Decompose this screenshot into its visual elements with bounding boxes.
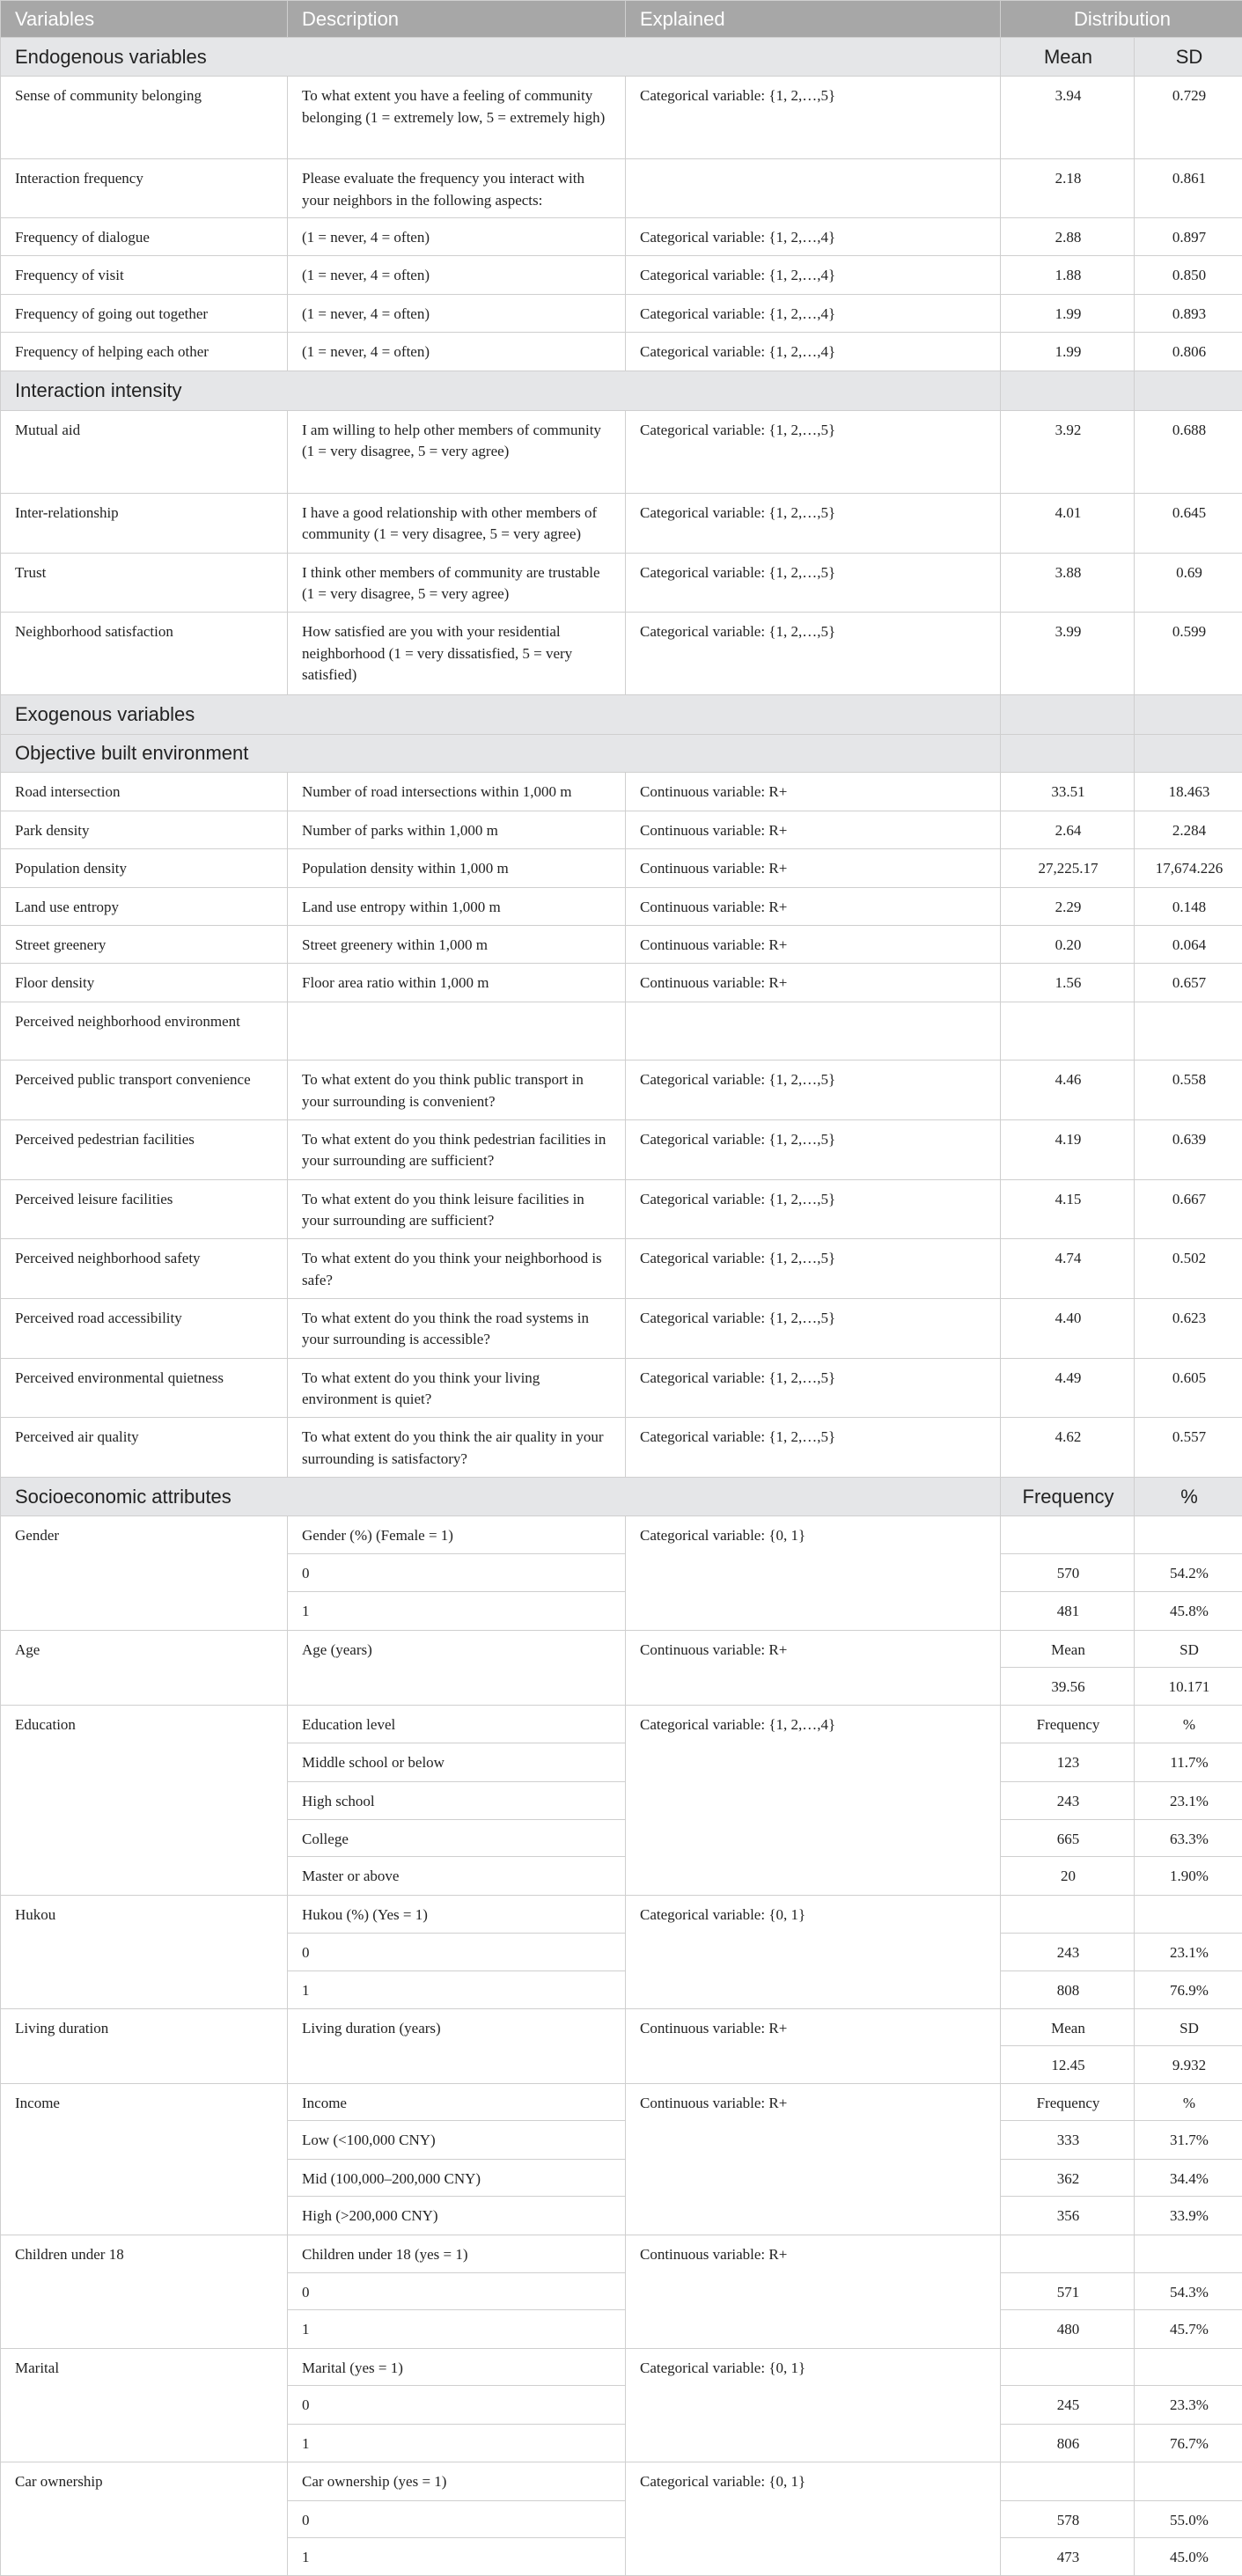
variable-description: To what extent do you think the road systems in your surrounding is accessible? <box>288 1299 626 1359</box>
variable-name: Neighborhood satisfaction <box>1 613 288 695</box>
variable-name: Street greenery <box>1 925 288 963</box>
sd-value <box>1135 1002 1242 1060</box>
variable-row <box>1 849 1242 887</box>
header-description: Description <box>288 1 626 38</box>
frequency-value: 243 <box>1001 1781 1135 1819</box>
variable-description: 0 <box>288 2500 626 2537</box>
socio-row <box>1 2235 1242 2272</box>
variable-description: Gender (%) (Female = 1) <box>288 1516 626 1553</box>
variable-description: I think other members of community are trustable (1 = very disagree, 5 = very agree) <box>288 553 626 613</box>
mean-value: 1.56 <box>1001 964 1135 1002</box>
variable-description: (1 = never, 4 = often) <box>288 218 626 256</box>
variable-description: Hukou (%) (Yes = 1) <box>288 1895 626 1933</box>
variable-description: To what extent do you think leisure facilities in your surrounding are sufficient? <box>288 1179 626 1239</box>
section-row <box>1 734 1242 772</box>
variable-row <box>1 613 1242 695</box>
variable-explained: Categorical variable: {1, 2,…,5} <box>626 1418 1001 1478</box>
sd-value: 0.064 <box>1135 925 1242 963</box>
section-row <box>1 371 1242 410</box>
variable-explained: Continuous variable: R+ <box>626 849 1001 887</box>
percent-value: 54.3% <box>1135 2273 1242 2310</box>
variable-description: To what extent do you think pedestrian facilities in your surrounding are sufficient? <box>288 1120 626 1180</box>
variable-explained: Continuous variable: R+ <box>626 811 1001 848</box>
section-label: Endogenous variables <box>1 38 1001 77</box>
sd-value: 0.502 <box>1135 1239 1242 1299</box>
variable-explained: Categorical variable: {0, 1} <box>626 2462 1001 2576</box>
variable-explained: Categorical variable: {1, 2,…,5} <box>626 613 1001 695</box>
percent-value: % <box>1135 2083 1242 2120</box>
section-label: Interaction intensity <box>1 371 1001 410</box>
variable-row <box>1 1299 1242 1359</box>
socio-row <box>1 1895 1242 1933</box>
variable-explained: Categorical variable: {1, 2,…,5} <box>626 77 1001 159</box>
section-row <box>1 38 1242 77</box>
sd-value: 0.657 <box>1135 964 1242 1002</box>
socio-row <box>1 1516 1242 1553</box>
sd-value: 0.557 <box>1135 1418 1242 1478</box>
mean-column-label: Mean <box>1001 1630 1135 1667</box>
sd-value: 0.897 <box>1135 218 1242 256</box>
section-row <box>1 695 1242 734</box>
variable-row <box>1 1002 1242 1060</box>
percent-value: 23.3% <box>1135 2386 1242 2424</box>
socio-row <box>1 2083 1242 2120</box>
variable-description: To what extent do you think the air quality in your surrounding is satisfactory? <box>288 1418 626 1478</box>
section-label: Objective built environment <box>1 734 1001 772</box>
sd-value: 0.623 <box>1135 1299 1242 1359</box>
variable-explained: Categorical variable: {1, 2,…,5} <box>626 1239 1001 1299</box>
variable-description: High (>200,000 CNY) <box>288 2197 626 2235</box>
variable-description: Population density within 1,000 m <box>288 849 626 887</box>
socio-row <box>1 2462 1242 2500</box>
sd-value: 0.558 <box>1135 1060 1242 1120</box>
frequency-value: 481 <box>1001 1592 1135 1630</box>
frequency-value: 123 <box>1001 1743 1135 1781</box>
percent-value: 33.9% <box>1135 2197 1242 2235</box>
percent-value: 31.7% <box>1135 2121 1242 2159</box>
variable-description: To what extent do you think your neighborhood is safe? <box>288 1239 626 1299</box>
variable-description: Land use entropy within 1,000 m <box>288 887 626 925</box>
variable-description: To what extent you have a feeling of community belonging (1 = extremely low, 5 = extremely high) <box>288 77 626 159</box>
percent-value: 54.2% <box>1135 1553 1242 1591</box>
sd-value: 0.605 <box>1135 1358 1242 1418</box>
variable-row <box>1 1120 1242 1180</box>
percent-value: 1.90% <box>1135 1857 1242 1895</box>
variable-description: Please evaluate the frequency you interact with your neighbors in the following aspects: <box>288 159 626 218</box>
variable-description: Car ownership (yes = 1) <box>288 2462 626 2500</box>
variable-description: To what extent do you think your living environment is quiet? <box>288 1358 626 1418</box>
variable-description: Master or above <box>288 1857 626 1895</box>
mean-value: 4.40 <box>1001 1299 1135 1359</box>
variable-description: 1 <box>288 2424 626 2462</box>
variable-name: Hukou <box>1 1895 288 2008</box>
variable-name: Car ownership <box>1 2462 288 2576</box>
percent-column-label: % <box>1135 1478 1242 1516</box>
sd-value: 0.850 <box>1135 256 1242 294</box>
variable-explained: Categorical variable: {1, 2,…,5} <box>626 411 1001 494</box>
mean-value: 3.92 <box>1001 411 1135 494</box>
variable-name: Perceived neighborhood safety <box>1 1239 288 1299</box>
percent-value <box>1135 1516 1242 1553</box>
variable-explained: Categorical variable: {1, 2,…,4} <box>626 256 1001 294</box>
header-distribution: Distribution <box>1001 1 1242 38</box>
sd-value: 0.148 <box>1135 887 1242 925</box>
percent-value: 45.7% <box>1135 2310 1242 2348</box>
frequency-value: 356 <box>1001 2197 1135 2235</box>
variable-row <box>1 1358 1242 1418</box>
variable-description: Living duration (years) <box>288 2009 626 2084</box>
mean-value <box>1001 1002 1135 1060</box>
percent-value: 45.8% <box>1135 1592 1242 1630</box>
variable-name: Frequency of visit <box>1 256 288 294</box>
variable-row <box>1 1418 1242 1478</box>
mean-value: 3.99 <box>1001 613 1135 695</box>
mean-value: 1.99 <box>1001 294 1135 332</box>
percent-value: 23.1% <box>1135 1781 1242 1819</box>
variable-description: 0 <box>288 1553 626 1591</box>
variable-explained: Continuous variable: R+ <box>626 925 1001 963</box>
mean-column-label: Mean <box>1001 2009 1135 2046</box>
percent-value <box>1135 2462 1242 2500</box>
frequency-value <box>1001 1516 1135 1553</box>
variable-name: Frequency of dialogue <box>1 218 288 256</box>
variable-explained: Categorical variable: {1, 2,…,5} <box>626 1179 1001 1239</box>
variable-row <box>1 333 1242 371</box>
variable-name: Income <box>1 2083 288 2235</box>
percent-value: 76.7% <box>1135 2424 1242 2462</box>
frequency-value: 571 <box>1001 2273 1135 2310</box>
variable-description: College <box>288 1819 626 1856</box>
variable-name: Education <box>1 1705 288 1895</box>
percent-value: 63.3% <box>1135 1819 1242 1856</box>
variable-name: Perceived air quality <box>1 1418 288 1478</box>
variable-explained: Categorical variable: {1, 2,…,4} <box>626 294 1001 332</box>
mean-value: 27,225.17 <box>1001 849 1135 887</box>
percent-column-label <box>1135 734 1242 772</box>
variable-name: Road intersection <box>1 773 288 811</box>
frequency-value: Frequency <box>1001 1705 1135 1743</box>
variable-description: (1 = never, 4 = often) <box>288 333 626 371</box>
frequency-value: 473 <box>1001 2537 1135 2575</box>
variable-name: Living duration <box>1 2009 288 2084</box>
variable-name: Gender <box>1 1516 288 1630</box>
mean-value: 0.20 <box>1001 925 1135 963</box>
variable-explained: Continuous variable: R+ <box>626 1630 1001 1705</box>
frequency-value: 20 <box>1001 1857 1135 1895</box>
variable-description: Number of parks within 1,000 m <box>288 811 626 848</box>
header-variables: Variables <box>1 1 288 38</box>
sd-value: 0.639 <box>1135 1120 1242 1180</box>
sd-value: 0.69 <box>1135 553 1242 613</box>
sd-column-label: SD <box>1135 38 1242 77</box>
variable-name: Children under 18 <box>1 2235 288 2348</box>
frequency-column-label <box>1001 734 1135 772</box>
variable-explained: Continuous variable: R+ <box>626 964 1001 1002</box>
variable-explained: Categorical variable: {0, 1} <box>626 1516 1001 1630</box>
percent-value: 76.9% <box>1135 1971 1242 2008</box>
variable-explained: Categorical variable: {1, 2,…,5} <box>626 1358 1001 1418</box>
sd-value: 0.667 <box>1135 1179 1242 1239</box>
variable-explained: Categorical variable: {1, 2,…,4} <box>626 218 1001 256</box>
mean-value: 4.01 <box>1001 494 1135 554</box>
sd-value: 0.861 <box>1135 159 1242 218</box>
mean-value: 4.19 <box>1001 1120 1135 1180</box>
variable-description: Low (<100,000 CNY) <box>288 2121 626 2159</box>
variable-explained: Categorical variable: {1, 2,…,5} <box>626 1120 1001 1180</box>
variable-name: Sense of community belonging <box>1 77 288 159</box>
variable-row <box>1 218 1242 256</box>
percent-column-label <box>1135 695 1242 734</box>
percent-column-label <box>1135 371 1242 410</box>
variable-description: Age (years) <box>288 1630 626 1705</box>
mean-value: 39.56 <box>1001 1668 1135 1705</box>
variable-name: Perceived road accessibility <box>1 1299 288 1359</box>
variable-description: How satisfied are you with your residential neighborhood (1 = very dissatisfied, 5 = very satisfied) <box>288 613 626 695</box>
mean-value: 1.99 <box>1001 333 1135 371</box>
sd-column-label: SD <box>1135 1630 1242 1667</box>
mean-value: 3.94 <box>1001 77 1135 159</box>
variable-explained: Categorical variable: {1, 2,…,5} <box>626 553 1001 613</box>
mean-value: 2.88 <box>1001 218 1135 256</box>
variable-name: Floor density <box>1 964 288 1002</box>
variable-explained: Categorical variable: {1, 2,…,5} <box>626 1299 1001 1359</box>
variable-row <box>1 773 1242 811</box>
variable-name: Perceived pedestrian facilities <box>1 1120 288 1180</box>
variable-explained: Categorical variable: {0, 1} <box>626 2348 1001 2462</box>
percent-value: 23.1% <box>1135 1934 1242 1971</box>
sd-value: 0.893 <box>1135 294 1242 332</box>
frequency-value: 665 <box>1001 1819 1135 1856</box>
frequency-value: 570 <box>1001 1553 1135 1591</box>
variable-row <box>1 1060 1242 1120</box>
variable-explained: Continuous variable: R+ <box>626 773 1001 811</box>
mean-column-label: Mean <box>1001 38 1135 77</box>
sd-value: 18.463 <box>1135 773 1242 811</box>
frequency-value: 808 <box>1001 1971 1135 2008</box>
frequency-column-label <box>1001 695 1135 734</box>
variable-row <box>1 811 1242 848</box>
variable-row <box>1 925 1242 963</box>
mean-value: 2.29 <box>1001 887 1135 925</box>
frequency-value: 245 <box>1001 2386 1135 2424</box>
variable-row <box>1 159 1242 218</box>
table-header-row <box>1 1 1242 38</box>
variable-explained: Categorical variable: {1, 2,…,4} <box>626 1705 1001 1895</box>
sd-column-label: SD <box>1135 2009 1242 2046</box>
socio-row <box>1 1630 1242 1667</box>
variable-name: Population density <box>1 849 288 887</box>
variable-name: Trust <box>1 553 288 613</box>
variable-name: Inter-relationship <box>1 494 288 554</box>
variable-description: (1 = never, 4 = often) <box>288 294 626 332</box>
mean-value: 4.49 <box>1001 1358 1135 1418</box>
percent-value: 55.0% <box>1135 2500 1242 2537</box>
variable-row <box>1 553 1242 613</box>
variable-explained: Categorical variable: {1, 2,…,5} <box>626 1060 1001 1120</box>
mean-value: 2.64 <box>1001 811 1135 848</box>
variable-name: Mutual aid <box>1 411 288 494</box>
frequency-value: 480 <box>1001 2310 1135 2348</box>
frequency-value: 333 <box>1001 2121 1135 2159</box>
variable-description: 0 <box>288 2386 626 2424</box>
variable-description: Income <box>288 2083 626 2120</box>
variable-explained: Categorical variable: {1, 2,…,5} <box>626 494 1001 554</box>
variable-description: 1 <box>288 2310 626 2348</box>
variable-row <box>1 294 1242 332</box>
variable-row <box>1 964 1242 1002</box>
variable-description <box>288 1002 626 1060</box>
variable-description: Number of road intersections within 1,000 m <box>288 773 626 811</box>
frequency-value <box>1001 1895 1135 1933</box>
sd-value: 0.599 <box>1135 613 1242 695</box>
frequency-value <box>1001 2235 1135 2272</box>
variable-description: I have a good relationship with other members of community (1 = very disagree, 5 = very agree) <box>288 494 626 554</box>
variable-explained <box>626 1002 1001 1060</box>
sd-value: 9.932 <box>1135 2046 1242 2083</box>
sd-value: 0.688 <box>1135 411 1242 494</box>
percent-value: 34.4% <box>1135 2159 1242 2196</box>
variable-description: I am willing to help other members of community (1 = very disagree, 5 = very agree) <box>288 411 626 494</box>
percent-value: % <box>1135 1705 1242 1743</box>
variable-row <box>1 1179 1242 1239</box>
variable-description: 1 <box>288 2537 626 2575</box>
section-row <box>1 1478 1242 1516</box>
variable-description: 1 <box>288 1592 626 1630</box>
variable-description: Marital (yes = 1) <box>288 2348 626 2385</box>
mean-value: 4.62 <box>1001 1418 1135 1478</box>
sd-value: 2.284 <box>1135 811 1242 848</box>
variable-description: (1 = never, 4 = often) <box>288 256 626 294</box>
mean-value: 4.74 <box>1001 1239 1135 1299</box>
variable-row <box>1 887 1242 925</box>
frequency-value: 243 <box>1001 1934 1135 1971</box>
socio-row <box>1 1705 1242 1743</box>
variable-name: Park density <box>1 811 288 848</box>
sd-value: 0.645 <box>1135 494 1242 554</box>
variable-row <box>1 411 1242 494</box>
percent-value: 11.7% <box>1135 1743 1242 1781</box>
variable-description: Children under 18 (yes = 1) <box>288 2235 626 2272</box>
variable-row <box>1 1239 1242 1299</box>
variable-name: Frequency of going out together <box>1 294 288 332</box>
variable-description: 0 <box>288 1934 626 1971</box>
percent-value <box>1135 1895 1242 1933</box>
mean-value: 4.15 <box>1001 1179 1135 1239</box>
variable-explained: Categorical variable: {0, 1} <box>626 1895 1001 2008</box>
variable-name: Land use entropy <box>1 887 288 925</box>
percent-value <box>1135 2235 1242 2272</box>
variable-name: Frequency of helping each other <box>1 333 288 371</box>
variable-row <box>1 256 1242 294</box>
frequency-value: 806 <box>1001 2424 1135 2462</box>
frequency-value: Frequency <box>1001 2083 1135 2120</box>
sd-value: 0.729 <box>1135 77 1242 159</box>
sd-value: 17,674.226 <box>1135 849 1242 887</box>
variable-name: Perceived neighborhood environment <box>1 1002 288 1060</box>
frequency-column-label <box>1001 371 1135 410</box>
variable-explained: Continuous variable: R+ <box>626 2009 1001 2084</box>
variable-name: Perceived environmental quietness <box>1 1358 288 1418</box>
mean-value: 12.45 <box>1001 2046 1135 2083</box>
sd-value: 0.806 <box>1135 333 1242 371</box>
table-body <box>1 38 1242 2576</box>
variable-description: High school <box>288 1781 626 1819</box>
variable-description: Mid (100,000–200,000 CNY) <box>288 2159 626 2196</box>
percent-value: 45.0% <box>1135 2537 1242 2575</box>
mean-value: 3.88 <box>1001 553 1135 613</box>
frequency-value: 578 <box>1001 2500 1135 2537</box>
frequency-column-label: Frequency <box>1001 1478 1135 1516</box>
frequency-value <box>1001 2348 1135 2385</box>
variable-description: To what extent do you think public transport in your surrounding is convenient? <box>288 1060 626 1120</box>
variable-name: Age <box>1 1630 288 1705</box>
variable-explained <box>626 159 1001 218</box>
header-explained: Explained <box>626 1 1001 38</box>
variable-name: Perceived leisure facilities <box>1 1179 288 1239</box>
mean-value: 1.88 <box>1001 256 1135 294</box>
section-label: Socioeconomic attributes <box>1 1478 1001 1516</box>
variable-description: 0 <box>288 2273 626 2310</box>
variable-row <box>1 77 1242 159</box>
variable-name: Marital <box>1 2348 288 2462</box>
variable-description: Middle school or below <box>288 1743 626 1781</box>
variable-row <box>1 494 1242 554</box>
variable-name: Interaction frequency <box>1 159 288 218</box>
frequency-value: 362 <box>1001 2159 1135 2196</box>
mean-value: 2.18 <box>1001 159 1135 218</box>
variable-explained: Categorical variable: {1, 2,…,4} <box>626 333 1001 371</box>
sd-value: 10.171 <box>1135 1668 1242 1705</box>
variable-name: Perceived public transport convenience <box>1 1060 288 1120</box>
variable-explained: Continuous variable: R+ <box>626 887 1001 925</box>
percent-value <box>1135 2348 1242 2385</box>
variable-explained: Continuous variable: R+ <box>626 2235 1001 2348</box>
variable-explained: Continuous variable: R+ <box>626 2083 1001 2235</box>
variable-description: Education level <box>288 1705 626 1743</box>
frequency-value <box>1001 2462 1135 2500</box>
mean-value: 4.46 <box>1001 1060 1135 1120</box>
mean-value: 33.51 <box>1001 773 1135 811</box>
section-label: Exogenous variables <box>1 695 1001 734</box>
variable-description: Street greenery within 1,000 m <box>288 925 626 963</box>
socio-row <box>1 2348 1242 2385</box>
variable-description: 1 <box>288 1971 626 2008</box>
socio-row <box>1 2009 1242 2046</box>
variable-description: Floor area ratio within 1,000 m <box>288 964 626 1002</box>
